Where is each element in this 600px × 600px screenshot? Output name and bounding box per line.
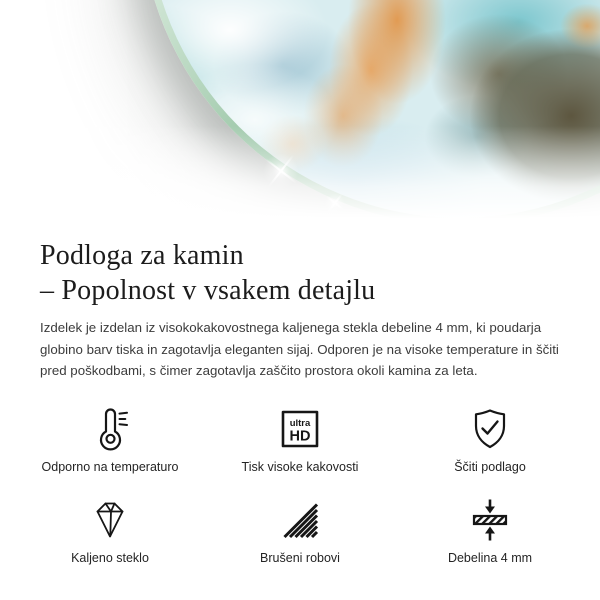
feature-protection (395, 405, 585, 475)
feature-print-quality (205, 405, 395, 475)
feature-tempered-glass (15, 496, 205, 566)
thermometer-icon (86, 405, 134, 453)
feature-label: Brušeni robovi (260, 550, 340, 565)
feature-temperature (15, 405, 205, 475)
feature-label: Tisk visoke kakovosti (241, 459, 359, 474)
feature-grid (15, 405, 585, 566)
feature-label: Odporno na temperaturo (41, 459, 179, 474)
page-title-line2: – Popolnost v vsakem detajlu (40, 275, 376, 306)
feature-polished-edges (205, 496, 395, 566)
diamond-icon (86, 496, 134, 544)
feature-label: Kaljeno steklo (71, 550, 149, 565)
feature-thickness (395, 496, 585, 566)
glass-panel (140, 0, 600, 225)
product-description: Izdelek je izdelan iz visokokakovostnega kaljenega stekla debeline 4 mm, ki poudarja globino barv tiska in zagotavlja eleganten sijaj. Odporen je na visoke temperature in ščiti pred poškodbami, s čimer zagotavlja zaščito prostora okoli kamina za leta. (40, 320, 559, 378)
page-title-line1: Podloga za kamin (40, 240, 244, 271)
feature-label: Debelina 4 mm (447, 550, 533, 565)
brushed-edges-icon (276, 496, 324, 544)
shield-check-icon (466, 405, 514, 453)
ultra-hd-icon (276, 405, 324, 453)
marble-print (147, 0, 600, 218)
thickness-icon (466, 496, 514, 544)
ultra-hd-badge-bottom: HD (289, 428, 311, 444)
ultra-hd-badge-top: ultra (289, 417, 311, 429)
product-photo (0, 0, 600, 225)
feature-label: Ščiti podlago (454, 459, 526, 474)
page-title (40, 238, 560, 308)
